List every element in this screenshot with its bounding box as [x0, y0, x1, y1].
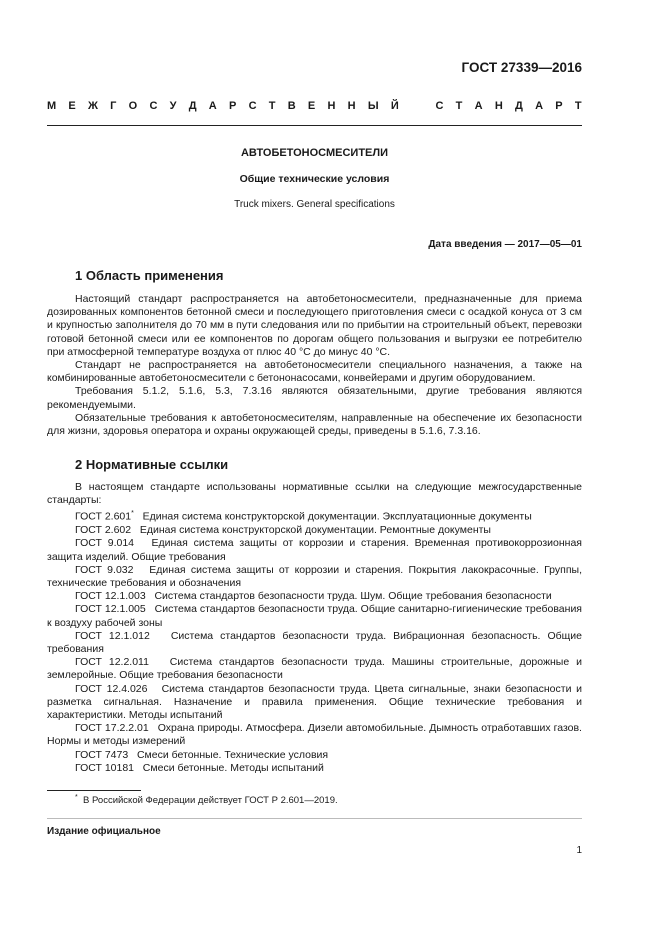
- section-1-heading: 1 Область применения: [75, 268, 224, 283]
- reference-code: ГОСТ 7473: [75, 748, 129, 761]
- reference-title: Единая система защиты от коррозии и старения. Временная противокоррозионная защита изделий. Общие требования: [47, 537, 582, 563]
- paragraph: Требования 5.1.2, 5.1.6, 5.3, 7.3.16 являются обязательными, другие требования являются рекомендуемыми.: [47, 385, 582, 411]
- reference-code: ГОСТ 12.1.003: [75, 590, 146, 603]
- reference-code: ГОСТ 12.4.026: [75, 682, 148, 695]
- reference-title: Смеси бетонные. Технические условия: [136, 748, 329, 761]
- reference-item: [47, 603, 582, 629]
- banner-letter: А: [208, 100, 217, 112]
- banner-letter: О: [128, 100, 138, 112]
- banner-letter: У: [169, 100, 177, 112]
- document-subtitle: Общие технические условия: [239, 173, 390, 185]
- section-2-heading: 2 Нормативные ссылки: [75, 457, 229, 472]
- standard-banner: [47, 100, 582, 112]
- reference-item: [47, 683, 582, 723]
- reference-title: Смеси бетонные. Методы испытаний: [142, 761, 324, 774]
- reference-item: [47, 590, 582, 603]
- banner-letter: Т: [268, 100, 276, 112]
- reference-title: Охрана природы. Атмосфера. Дизели автомобильные. Дымность отработавших газов. Нормы и методы измерений: [47, 722, 582, 748]
- reference-code: ГОСТ 10181: [75, 761, 135, 774]
- footnote-text: В Российской Федерации действует ГОСТ Р 2.601—2019.: [83, 795, 338, 807]
- banner-letter: Ы: [367, 100, 379, 112]
- section-2-body: [47, 481, 582, 775]
- english-title: Truck mixers. General specifications: [234, 199, 395, 210]
- banner-letter: Т: [574, 100, 582, 112]
- banner-letter: А: [535, 100, 544, 112]
- footnote-mark: *: [75, 794, 78, 801]
- reference-item: [47, 749, 582, 762]
- reference-item: [47, 564, 582, 590]
- reference-item: [47, 722, 582, 748]
- effective-date: Дата введения — 2017—05—01: [428, 239, 582, 250]
- header-rule: [47, 125, 582, 126]
- footnote: [75, 794, 338, 806]
- banner-letter: С: [248, 100, 257, 112]
- reference-item: [47, 630, 582, 656]
- banner-letter: Н: [347, 100, 356, 112]
- banner-letter: Н: [327, 100, 336, 112]
- reference-title: Система стандартов безопасности труда. Шум. Общие требования безопасности: [154, 590, 552, 603]
- reference-code: ГОСТ 12.2.011: [75, 656, 149, 669]
- reference-code: ГОСТ 12.1.005: [75, 603, 146, 616]
- banner-letter: Р: [228, 100, 237, 112]
- reference-item: [47, 507, 582, 524]
- paragraph: Настоящий стандарт распространяется на автобетоносмесители, предназначенные для приема дозированных компонентов бетонной смеси и последующего приготовления смеси с осадкой конуса от 3 см и крупностью заполнителя до 70 мм в пути следования или по прибытии на строительный объект, перевозки готовой бетонной смеси или ее компонентов по дорогам общего пользования и выгрузки ее потребителю при атмосферной температуре воздуха от плюс 40 °С до минус 40 °С.: [47, 293, 582, 358]
- reference-code: ГОСТ 2.602: [75, 524, 132, 537]
- page-number: 1: [576, 845, 582, 856]
- reference-code: ГОСТ 9.014: [75, 537, 135, 550]
- reference-item: [47, 656, 582, 682]
- footnote-rule: [47, 790, 141, 791]
- reference-title: Система стандартов безопасности труда. Цвета сигнальные, знаки безопасности и разметка сигнальная. Назначение и правила применения. Общие технические требования и характеристики. Методы испытаний: [47, 682, 582, 721]
- banner-letter: Р: [555, 100, 563, 112]
- banner-letter: Н: [494, 100, 503, 112]
- reference-item: [47, 524, 582, 537]
- banner-letter: М: [47, 100, 57, 112]
- reference-item: [47, 762, 582, 775]
- banner-letter: Г: [110, 100, 117, 112]
- banner-letter: В: [287, 100, 296, 112]
- banner-letter: Е: [68, 100, 76, 112]
- banner-letter: Д: [188, 100, 197, 112]
- reference-title: Единая система защиты от коррозии и старения. Покрытия лакокрасочные. Группы, технические требования и обозначения: [47, 563, 582, 589]
- document-number: ГОСТ 27339—2016: [461, 60, 582, 75]
- reference-item: [47, 537, 582, 563]
- official-edition-label: Издание официальное: [47, 826, 161, 837]
- banner-letter: Т: [455, 100, 463, 112]
- footer-rule: [47, 818, 582, 819]
- reference-code: ГОСТ 12.1.012: [75, 629, 150, 642]
- banner-letter: Ж: [87, 100, 98, 112]
- reference-title: Система стандартов безопасности труда. Машины строительные, дорожные и землеройные. Общие требования безопасности: [47, 656, 582, 682]
- reference-title: Система стандартов безопасности труда. Вибрационная безопасность. Общие требования: [47, 629, 582, 655]
- reference-code: ГОСТ 9.032: [75, 563, 134, 576]
- reference-code: ГОСТ 2.601: [75, 510, 132, 523]
- banner-letter: Й: [390, 100, 399, 112]
- banner-letter: Д: [515, 100, 523, 112]
- reference-code: ГОСТ 17.2.2.01: [75, 722, 149, 735]
- paragraph-intro: В настоящем стандарте использованы нормативные ссылки на следующие межгосударственные стандарты:: [47, 481, 582, 507]
- reference-title: Единая система конструкторской документации. Ремонтные документы: [139, 524, 491, 537]
- reference-title: Единая система конструкторской документации. Эксплуатационные документы: [142, 510, 532, 523]
- paragraph: Обязательные требования к автобетоносмесителям, направленные на обеспечение их безопасности для жизни, здоровья оператора и охраны окружающей среды, приведены в 5.1.6, 7.3.16.: [47, 411, 582, 438]
- banner-letter: С: [435, 100, 444, 112]
- reference-footnote-mark: *: [131, 510, 134, 518]
- banner-letter: Е: [307, 100, 316, 112]
- section-1-body: [47, 293, 582, 438]
- banner-letter: А: [474, 100, 483, 112]
- banner-letter: С: [149, 100, 158, 112]
- paragraph: Стандарт не распространяется на автобетоносмесители специального назначения, а также на комбинированные автобетоносмесители с бетононасосами, конвейерами и другим оборудованием.: [47, 359, 582, 385]
- reference-title: Система стандартов безопасности труда. Общие санитарно-гигиенические требования к воздуху рабочей зоны: [47, 603, 582, 629]
- document-title: АВТОБЕТОНОСМЕСИТЕЛИ: [240, 147, 389, 159]
